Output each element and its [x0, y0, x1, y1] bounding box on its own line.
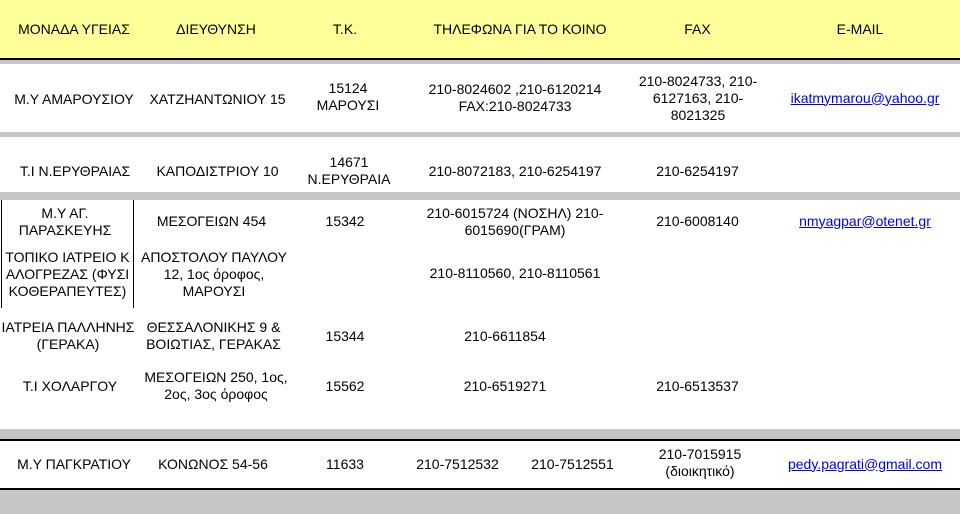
unit-phones: 210-6015724 (ΝΟΣΗΛ) 210-6015690(ΓΡΑΜ)	[426, 205, 604, 238]
header-postal-code: Τ.Κ.	[332, 20, 358, 37]
unit-email	[770, 451, 960, 477]
unit-email	[770, 85, 960, 111]
unit-fax: 210-6254197	[656, 162, 739, 179]
header-email: E-MAIL	[836, 20, 884, 37]
unit-name: Τ.Ι Ν.ΕΡΥΘΡΑΙΑΣ	[19, 162, 131, 179]
unit-phones: 210-8072183, 210-6254197	[428, 162, 602, 179]
row-separator	[0, 58, 960, 60]
unit-postal-code: 15124 ΜΑΡΟΥΣΙ	[316, 80, 380, 113]
unit-phones: 210-8110560, 210-8110561	[429, 264, 601, 281]
unit-fax: 210-6008140	[656, 212, 739, 229]
unit-phones: 210-6519271	[463, 377, 547, 394]
unit-phones: 210-8024602 ,210-6120214 FAX:210-8024733	[428, 81, 602, 114]
unit-postal-code: 15342	[325, 212, 365, 229]
unit-address: ΜΕΣΟΓΕΙΩΝ 250, 1ος, 2ος, 3ος όροφος	[144, 369, 288, 402]
header-fax: FAX	[684, 20, 711, 37]
unit-name: ΤΟΠΙΚΟ ΙΑΤΡΕΙΟ ΚΑΛΟΓΡΕΖΑΣ (ΦΥΣΙΚΟΘΕΡΑΠΕΥΤΕΣ)	[5, 248, 130, 299]
unit-postal-code: 15562	[325, 377, 365, 394]
unit-address: ΧΑΤΖΗΑΝΤΩΝΙΟΥ 15	[149, 90, 286, 107]
unit-phones: 210-6611854	[464, 327, 546, 344]
header-unit: ΜΟΝΑΔΑ ΥΓΕΙΑΣ	[18, 20, 130, 37]
unit-fax: 210-7015915 (διοικητικό)	[658, 446, 742, 479]
unit-fax: 210-8024733, 210-6127163, 210-8021325	[638, 72, 758, 123]
separator-band	[0, 132, 960, 137]
unit-name: Μ.Υ ΠΑΓΚΡΑΤΙΟΥ	[17, 455, 131, 472]
unit-address: ΚΟΝΩΝΟΣ 54-56	[158, 455, 268, 472]
row-separator	[0, 439, 960, 441]
unit-phones: 210-7512532	[416, 455, 499, 472]
unit-name: Τ.Ι ΧΟΛΑΡΓΟΥ	[22, 377, 118, 394]
email-link[interactable]: ikatmymarou@yahoo.gr	[790, 89, 940, 106]
unit-email	[785, 208, 945, 234]
unit-address: ΚΑΠΟΔΙΣΤΡΙΟΥ 10	[156, 162, 279, 179]
unit-postal-code: 15344	[325, 327, 365, 344]
unit-name: Μ.Υ ΑΜΑΡΟΥΣΙΟΥ	[14, 90, 134, 107]
email-link[interactable]: nmyagpar@otenet.gr	[799, 212, 931, 229]
unit-name: ΙΑΤΡΕΙΑ ΠΑΛΛΗΝΗΣ (ΓΕΡΑΚΑ)	[1, 319, 135, 352]
unit-postal-code: 14671 Ν.ΕΡΥΘΡΑΙΑ	[307, 154, 391, 187]
row-separator	[0, 488, 960, 490]
header-address: ΔΙΕΥΘΥΝΣΗ	[176, 20, 256, 37]
email-link[interactable]: pedy.pagrati@gmail.com	[787, 455, 943, 472]
unit-address: ΘΕΣΣΑΛΟΝΙΚΗΣ 9 & ΒΟΙΩΤΙΑΣ, ΓΕΡΑΚΑΣ	[146, 319, 281, 352]
unit-address: ΜΕΣΟΓΕΙΩΝ 454	[156, 212, 267, 229]
unit-fax: 210-6513537	[656, 377, 739, 394]
unit-postal-code: 11633	[326, 455, 364, 472]
unit-address: ΑΠΟΣΤΟΛΟΥ ΠΑΥΛΟΥ 12, 1ος όροφος, ΜΑΡΟΥΣΙ	[141, 248, 287, 299]
unit-name: Μ.Υ ΑΓ. ΠΑΡΑΣΚΕΥΗΣ	[18, 205, 112, 238]
separator-band	[0, 192, 960, 200]
header-phones: ΤΗΛΕΦΩΝΑ ΓΙΑ ΤΟ ΚΟΙΝΟ	[433, 20, 607, 37]
unit-phones: 210-7512551	[531, 455, 614, 472]
separator-band	[0, 490, 960, 514]
